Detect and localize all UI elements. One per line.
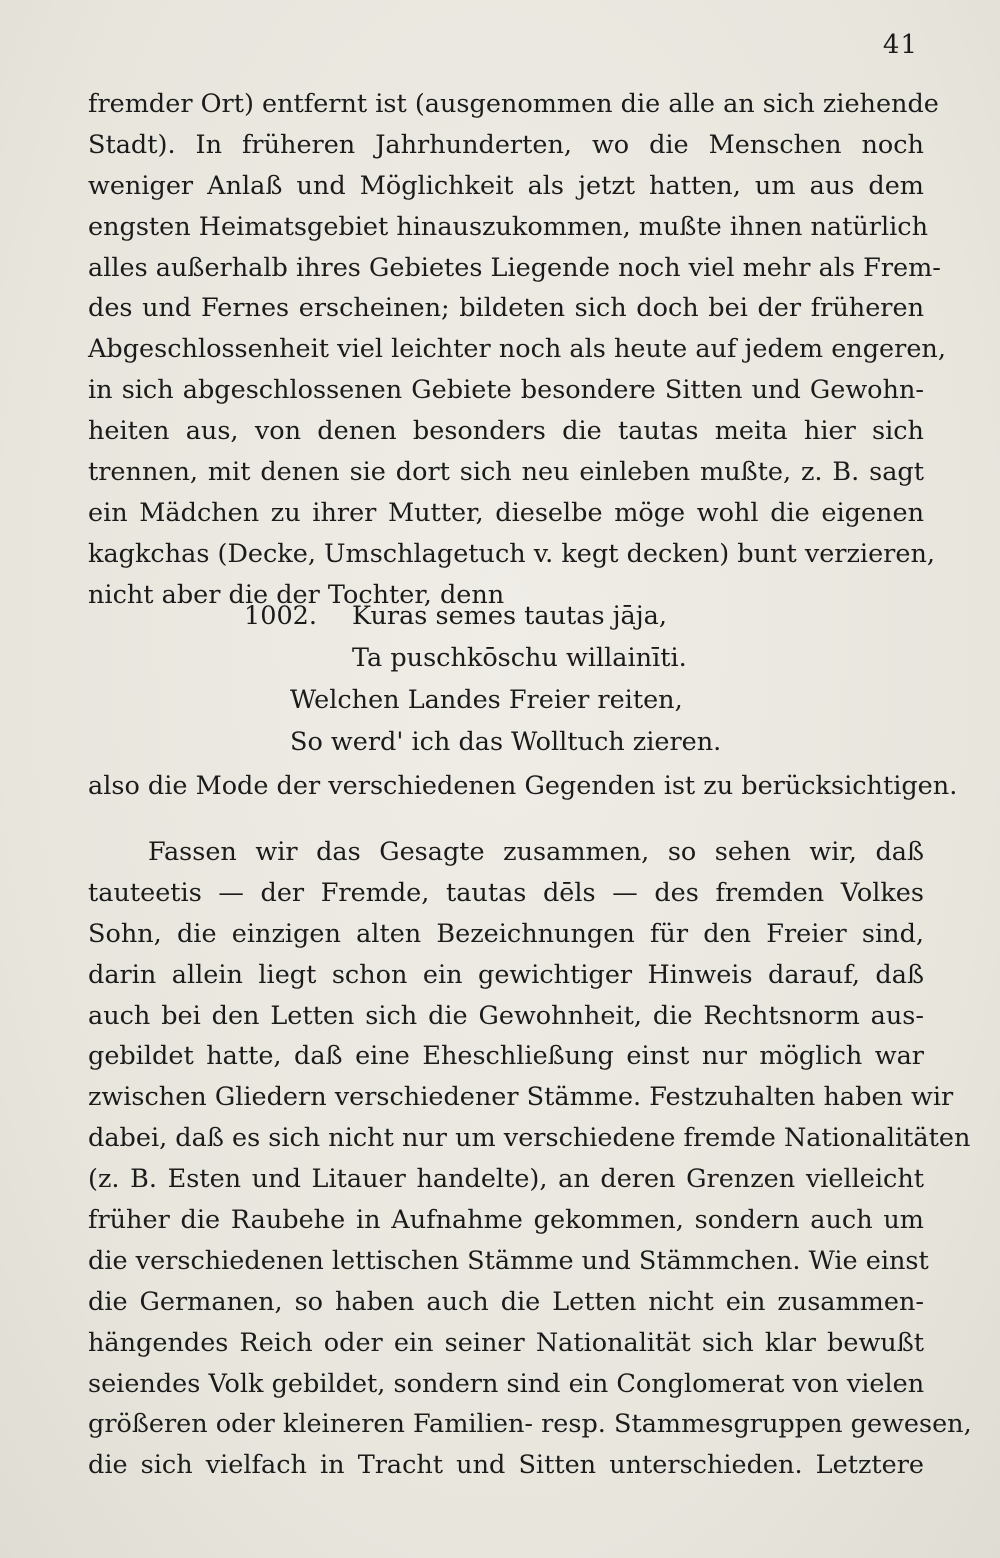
page-number: 41 [882,30,918,60]
verse-line-german-1: Welchen Landes Freier reiten, [290,685,683,715]
paragraph-1-line: alles außerhalb ihres Gebietes Liegende noch viel mehr als Frem- [88,252,941,283]
paragraph-1-line: in sich abgeschlossenen Gebiete besondere Sitten und Gewohn- [88,375,924,406]
paragraph-2-line: hängendes Reich oder ein seiner Nationalität sich klar bewußt [88,1327,924,1358]
after-verse-text [88,766,958,807]
paragraph-1-line: des und Fernes erscheinen; bildeten sich doch bei der früheren [88,293,924,324]
paragraph-2-line: dabei, daß es sich nicht nur um verschiedene fremde Nationalitäten [88,1123,971,1154]
paragraph-2-line: die sich vielfach in Tracht und Sitten unterschieden. Letztere [88,1450,924,1481]
verse-line-german-2: So werd' ich das Wolltuch zieren. [290,727,722,757]
paragraph-1-line: Abgeschlossenheit viel leichter noch als heute auf jedem engeren, [88,334,946,365]
paragraph-1-line: ein Mädchen zu ihrer Mutter, dieselbe möge wohl die eigenen [88,497,924,528]
paragraph-2-line: tauteetis — der Fremde, tautas dēls — des fremden Volkes [88,877,924,908]
verse-line-latvian-1: Kuras semes tautas jāja, [352,601,667,631]
paragraph-2-line: zwischen Gliedern verschiedener Stämme. Festzuhalten haben wir [88,1082,954,1113]
paragraph-2-line: seiendes Volk gebildet, sondern sind ein Conglomerat von vielen [88,1368,925,1399]
paragraph-2-line: (z. B. Esten und Litauer handelte), an deren Grenzen vielleicht [88,1164,924,1195]
paragraph-2-line: gebildet hatte, daß eine Eheschließung einst nur möglich war [88,1041,924,1072]
after-verse-line: also die Mode der verschiedenen Gegenden ist zu berücksichtigen. [88,771,958,801]
paragraph-1-line: trennen, mit denen sie dort sich neu einleben mußte, z. B. sagt [88,457,924,488]
paragraph-2-line: größeren oder kleineren Familien- resp. Stammesgruppen gewesen, [88,1409,972,1440]
paragraph-1-line: weniger Anlaß und Möglichkeit als jetzt hatten, um aus dem [88,170,924,201]
paragraph-2 [88,832,972,1486]
paragraph-2-line: früher die Raubehe in Aufnahme gekommen, sondern auch um [88,1205,924,1236]
paragraph-1-line: heiten aus, von denen besonders die tautas meita hier sich [88,416,924,447]
paragraph-2-line: Sohn, die einzigen alten Bezeichnungen für den Freier sind, [88,918,924,949]
paragraph-1-line: fremder Ort) entfernt ist (ausgenommen die alle an sich ziehende [88,89,939,119]
paragraph-1-line: Stadt). In früheren Jahrhunderten, wo die Menschen noch [88,129,924,160]
paragraph-2-line: auch bei den Letten sich die Gewohnheit, die Rechtsnorm aus- [88,1000,924,1031]
paragraph-2-line: die Germanen, so haben auch die Letten nicht ein zusammen- [88,1286,924,1317]
paragraph-2-line: die verschiedenen lettischen Stämme und Stämmchen. Wie einst [88,1245,929,1276]
paragraph-1-line: kagkchas (Decke, Umschlagetuch v. kegt decken) bunt verzieren, [88,538,935,569]
paragraph-1-line: nicht aber die der Tochter, denn [88,579,505,610]
paragraph-2-line: darin allein liegt schon ein gewichtiger Hinweis darauf, daß [88,959,924,990]
paragraph-2-line: Fassen wir das Gesagte zusammen, so sehen wir, daß [148,837,924,867]
paragraph-1-line: engsten Heimatsgebiet hinauszukommen, mußte ihnen natürlich [88,211,928,242]
verse-line-latvian-2: Ta puschkōschu willainīti. [352,643,687,673]
paragraph-1 [88,84,946,616]
verse-number: 1002. [244,601,318,631]
